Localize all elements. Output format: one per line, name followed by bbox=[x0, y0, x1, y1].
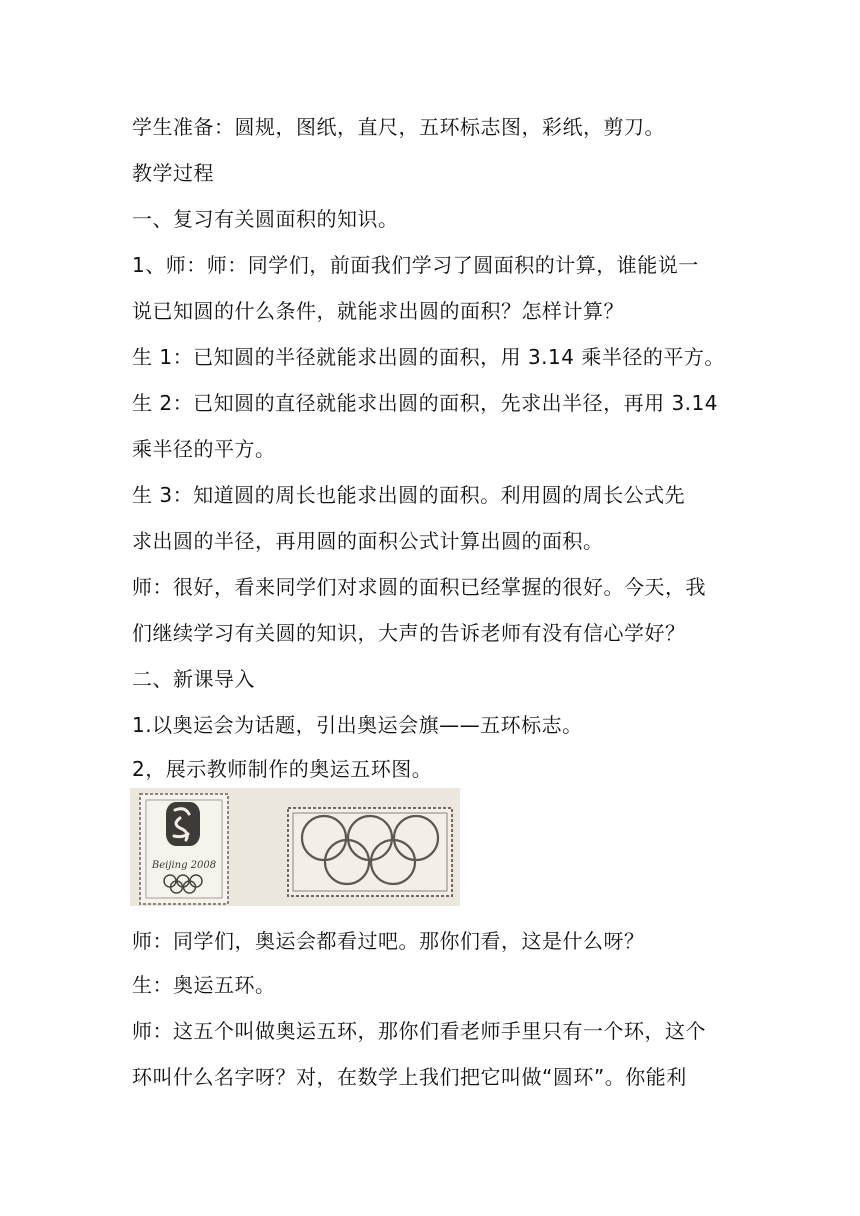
paragraph-student-answer: 生：奥运五环。 bbox=[132, 973, 276, 997]
paragraph-show-rings: 2，展示教师制作的奥运五环图。 bbox=[132, 757, 433, 781]
paragraph-student-3-line-2: 求出圆的半径，再用圆的面积公式计算出圆的面积。 bbox=[132, 529, 604, 553]
stamp-caption: Beijing 2008 bbox=[151, 860, 217, 871]
paragraph-student-2-line-1: 生 2：已知圆的直径就能求出圆的面积，先求出半径，再用 3.14 bbox=[132, 391, 718, 415]
heading-teaching-process: 教学过程 bbox=[132, 161, 214, 185]
paragraph-teacher-ring-line-1: 师：这五个叫做奥运五环，那你们看老师手里只有一个环，这个 bbox=[132, 1019, 706, 1043]
paragraph-teacher-olympics-question: 师：同学们，奥运会都看过吧。那你们看，这是什么呀？ bbox=[132, 929, 645, 953]
paragraph-teacher-praise-line-1: 师：很好，看来同学们对求圆的面积已经掌握的很好。今天，我 bbox=[132, 575, 706, 599]
paragraph-teacher-ring-line-2: 环叫什么名字呀？对，在数学上我们把它叫做“圆环”。你能利 bbox=[132, 1065, 687, 1089]
section-heading-new-lesson: 二、新课导入 bbox=[132, 667, 255, 691]
paragraph-teacher-question-2: 说已知圆的什么条件，就能求出圆的面积？怎样计算？ bbox=[132, 299, 624, 323]
olympic-rings-figure bbox=[130, 788, 460, 906]
paragraph-student-3-line-1: 生 3：知道圆的周长也能求出圆的面积。利用圆的周长公式先 bbox=[132, 483, 686, 507]
paragraph-student-2-line-2: 乘半径的平方。 bbox=[132, 437, 276, 461]
paragraph-teacher-praise-line-2: 们继续学习有关圆的知识，大声的告诉老师有没有信心学好？ bbox=[132, 621, 686, 645]
paragraph-intro-olympics: 1.以奥运会为话题，引出奥运会旗——五环标志。 bbox=[132, 713, 583, 737]
paragraph-student-1: 生 1：已知圆的半径就能求出圆的面积，用 3.14 乘半径的平方。 bbox=[132, 345, 725, 369]
paragraph-student-prep: 学生准备：圆规，图纸，直尺，五环标志图，彩纸，剪刀。 bbox=[132, 115, 665, 139]
olympic-rings-illustration bbox=[130, 788, 460, 906]
rings-stamp-border bbox=[288, 808, 452, 896]
section-heading-review: 一、复习有关圆面积的知识。 bbox=[132, 207, 399, 231]
paragraph-teacher-question-1: 1、师：师：同学们，前面我们学习了圆面积的计算，谁能说一 bbox=[132, 253, 699, 277]
